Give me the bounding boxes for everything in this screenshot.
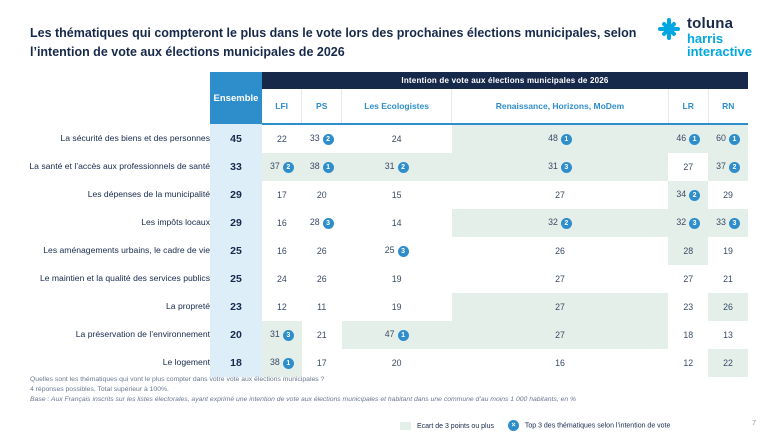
- row-label: Les impôts locaux: [141, 217, 210, 228]
- cell-ensemble: 18: [210, 349, 262, 377]
- cell-value: 16: [555, 358, 565, 368]
- cell-value: 24: [391, 134, 402, 144]
- cell-value: 27: [555, 190, 565, 200]
- rank-badge-icon: 2: [561, 218, 572, 229]
- cell-ps: [302, 153, 342, 181]
- table-row: [22, 209, 748, 237]
- cell-ensemble: 20: [210, 321, 262, 349]
- row-label: Les aménagements urbains, le cadre de vie: [43, 245, 210, 256]
- cell-lr: [668, 181, 708, 209]
- cell-ensemble: 29: [210, 181, 262, 209]
- cell-value: 32: [676, 217, 687, 228]
- rank-badge-icon: 2: [283, 162, 294, 173]
- cell-lfi: [262, 237, 302, 265]
- cell-ensemble: 45: [210, 124, 262, 153]
- legend-swatch-icon: [400, 422, 411, 430]
- cell-les-ecologistes: [342, 265, 452, 293]
- rank-badge-icon: 2: [729, 162, 740, 173]
- cell-lfi: [262, 349, 302, 377]
- cell-lfi: [262, 153, 302, 181]
- cell-value: 27: [555, 330, 565, 340]
- cell-value: 24: [277, 274, 287, 284]
- rank-badge-icon: 1: [323, 162, 334, 173]
- cell-ps: [302, 181, 342, 209]
- cell-value: 60: [716, 133, 726, 144]
- cell-rn: [708, 293, 748, 321]
- column-header-ensemble: Ensemble: [210, 72, 262, 124]
- rank-badge-icon: 1: [398, 330, 409, 341]
- cell-value: 37: [270, 161, 280, 172]
- cell-ps: [302, 237, 342, 265]
- cell-value: 18: [683, 330, 694, 340]
- logo-line-3: interactive: [686, 44, 752, 60]
- cell-value: 29: [723, 190, 733, 200]
- cell-les-ecologistes: [342, 181, 452, 209]
- rank-badge-icon: 2: [689, 190, 700, 201]
- cell-lr: [668, 265, 708, 293]
- cell-value: 16: [277, 218, 287, 228]
- cell-value: 31: [548, 161, 558, 172]
- row-label: La sécurité des biens et des personnes: [60, 132, 210, 143]
- table-row: [22, 265, 748, 293]
- cell-value: 21: [316, 330, 327, 340]
- cell-lfi: [262, 124, 302, 153]
- cell-les-ecologistes: [342, 237, 452, 265]
- cell-ps: [302, 265, 342, 293]
- legend-dot-item: [508, 420, 670, 431]
- cell-value: 22: [723, 358, 733, 368]
- cell-ps: [302, 321, 342, 349]
- cell-les-ecologistes: [342, 349, 452, 377]
- cell-value: 11: [317, 302, 327, 312]
- cell-lfi: [262, 181, 302, 209]
- legend: [400, 420, 670, 431]
- cell-value: 48: [548, 133, 558, 144]
- rank-badge-icon: 3: [729, 218, 740, 229]
- cell-value: 33: [309, 133, 320, 144]
- rank-badge-icon: 3: [398, 246, 409, 257]
- rank-badge-icon: 3: [561, 162, 572, 173]
- cell-renaissance-horizons-modem: [452, 265, 669, 293]
- cell-lr: [668, 293, 708, 321]
- cell-value: 27: [555, 302, 565, 312]
- table-row: [22, 181, 748, 209]
- rank-badge-icon: 3: [689, 218, 700, 229]
- logo-line-2: harris: [686, 30, 724, 46]
- table-row: [22, 293, 748, 321]
- footnotes: [30, 375, 590, 406]
- column-header-lr: LR: [668, 89, 708, 124]
- rank-badge-icon: 1: [283, 358, 294, 369]
- cell-rn: [708, 153, 748, 181]
- cell-value: 27: [683, 162, 694, 172]
- row-label: Les dépenses de la municipalité: [87, 189, 210, 200]
- cell-les-ecologistes: [342, 321, 452, 349]
- cell-rn: [708, 321, 748, 349]
- cell-value: 14: [391, 218, 402, 228]
- cell-rn: [708, 265, 748, 293]
- rank-badge-icon: 1: [729, 134, 740, 145]
- cell-rn: [708, 209, 748, 237]
- cell-renaissance-horizons-modem: [452, 124, 669, 153]
- cell-renaissance-horizons-modem: [452, 209, 669, 237]
- cell-value: 25: [384, 245, 395, 256]
- column-header-ecologistes: Les Ecologistes: [342, 89, 452, 124]
- rank-badge-icon: 2: [323, 134, 334, 145]
- cell-renaissance-horizons-modem: [452, 181, 669, 209]
- footnote-question: Quelles sont les thématiques qui vont le plus compter dans votre vote aux élections municipales ?: [30, 376, 325, 383]
- rank-badge-icon: 1: [561, 134, 572, 145]
- cell-les-ecologistes: [342, 153, 452, 181]
- cell-lr: [668, 124, 708, 153]
- cell-value: 28: [683, 246, 694, 256]
- cell-les-ecologistes: [342, 209, 452, 237]
- cell-value: 12: [683, 358, 694, 368]
- cell-value: 34: [676, 189, 687, 200]
- column-group-header: Intention de vote aux élections municipales de 2026: [262, 72, 748, 89]
- cell-ps: [302, 293, 342, 321]
- cell-value: 22: [277, 134, 287, 144]
- cell-value: 17: [277, 190, 287, 200]
- cell-value: 38: [270, 357, 280, 368]
- page-title: Les thématiques qui compteront le plus dans le vote lors des prochaines élections municipales, selon l’intention de vote aux élections municipales de 2026: [30, 26, 637, 60]
- legend-rank-dot-icon: ×: [508, 420, 519, 431]
- rank-badge-icon: 2: [398, 162, 409, 173]
- footnote-method: 4 réponses possibles. Total supérieur à 100%.: [30, 386, 169, 394]
- cell-renaissance-horizons-modem: [452, 349, 669, 377]
- cell-value: 46: [676, 133, 687, 144]
- cell-value: 33: [716, 217, 726, 228]
- cell-ensemble: 25: [210, 265, 262, 293]
- cell-ensemble: 25: [210, 237, 262, 265]
- table-header-row: [22, 89, 748, 124]
- row-label: La propreté: [166, 301, 210, 312]
- cell-ensemble: 29: [210, 209, 262, 237]
- row-label: Le logement: [162, 357, 210, 368]
- cell-value: 12: [277, 302, 287, 312]
- column-header-rn: RN: [708, 89, 748, 124]
- legend-swatch-item: [400, 422, 494, 430]
- cell-ensemble: 33: [210, 153, 262, 181]
- row-label: La préservation de l’environnement: [75, 329, 210, 340]
- cell-lfi: [262, 265, 302, 293]
- cell-rn: [708, 181, 748, 209]
- cell-value: 32: [548, 217, 558, 228]
- table-body: [22, 124, 748, 377]
- cell-lr: [668, 321, 708, 349]
- cell-ps: [302, 209, 342, 237]
- cell-value: 47: [384, 329, 395, 340]
- cell-value: 19: [391, 274, 402, 284]
- cell-value: 27: [683, 274, 694, 284]
- cell-lfi: [262, 321, 302, 349]
- row-label: Le maintien et la qualité des services publics: [39, 273, 210, 284]
- results-table: [22, 72, 748, 377]
- table-row: [22, 321, 748, 349]
- cell-value: 19: [391, 302, 402, 312]
- table-row: [22, 124, 748, 153]
- cell-value: 26: [555, 246, 565, 256]
- cell-renaissance-horizons-modem: [452, 293, 669, 321]
- cell-ensemble: 23: [210, 293, 262, 321]
- legend-swatch-label: Ecart de 3 points ou plus: [416, 422, 495, 430]
- toluna-star-icon: [658, 18, 680, 40]
- rank-badge-icon: 3: [323, 218, 334, 229]
- cell-les-ecologistes: [342, 293, 452, 321]
- cell-value: 31: [270, 329, 280, 340]
- cell-value: 28: [309, 217, 320, 228]
- cell-value: 38: [309, 161, 320, 172]
- cell-ps: [302, 349, 342, 377]
- cell-value: 15: [391, 190, 402, 200]
- column-header-lfi: LFI: [262, 89, 302, 124]
- cell-value: 21: [723, 274, 733, 284]
- rank-badge-icon: 1: [689, 134, 700, 145]
- table-row: [22, 349, 748, 377]
- legend-dot-label: Top 3 des thématiques selon l’intention de vote: [524, 422, 671, 430]
- cell-value: 20: [391, 358, 402, 368]
- table-row: [22, 153, 748, 181]
- cell-rn: [708, 237, 748, 265]
- brand-logo: [658, 16, 752, 59]
- footnote-base: Base : Aux Français inscrits sur les listes électorales, ayant exprimé une intention de vote aux élections municipales et habitant dans une commune d’au moins 1 000 habitants, en %: [30, 396, 577, 404]
- cell-renaissance-horizons-modem: [452, 237, 669, 265]
- rank-badge-icon: 3: [283, 330, 294, 341]
- cell-rn: [708, 124, 748, 153]
- cell-les-ecologistes: [342, 124, 452, 153]
- cell-lr: [668, 209, 708, 237]
- cell-value: 26: [723, 302, 733, 312]
- column-header-renaissance: Renaissance, Horizons, MoDem: [452, 89, 669, 124]
- cell-value: 27: [555, 274, 565, 284]
- cell-value: 23: [683, 302, 694, 312]
- cell-ps: [302, 124, 342, 153]
- cell-value: 31: [384, 161, 395, 172]
- cell-value: 26: [316, 246, 327, 256]
- cell-lfi: [262, 293, 302, 321]
- cell-renaissance-horizons-modem: [452, 153, 669, 181]
- cell-rn: [708, 349, 748, 377]
- cell-value: 37: [716, 161, 726, 172]
- cell-renaissance-horizons-modem: [452, 321, 669, 349]
- cell-value: 17: [316, 358, 327, 368]
- cell-lr: [668, 237, 708, 265]
- cell-lr: [668, 153, 708, 181]
- cell-value: 13: [723, 330, 733, 340]
- cell-lfi: [262, 209, 302, 237]
- row-label: La santé et l’accès aux professionnels de santé: [29, 161, 210, 172]
- table-header-band-row: [22, 72, 748, 89]
- cell-value: 20: [316, 190, 327, 200]
- page-number: 7: [752, 420, 756, 427]
- cell-value: 26: [316, 274, 327, 284]
- cell-lr: [668, 349, 708, 377]
- column-header-ps: PS: [302, 89, 342, 124]
- logo-line-1: toluna: [686, 15, 734, 32]
- cell-value: 16: [277, 246, 287, 256]
- table-row: [22, 237, 748, 265]
- cell-value: 19: [723, 246, 733, 256]
